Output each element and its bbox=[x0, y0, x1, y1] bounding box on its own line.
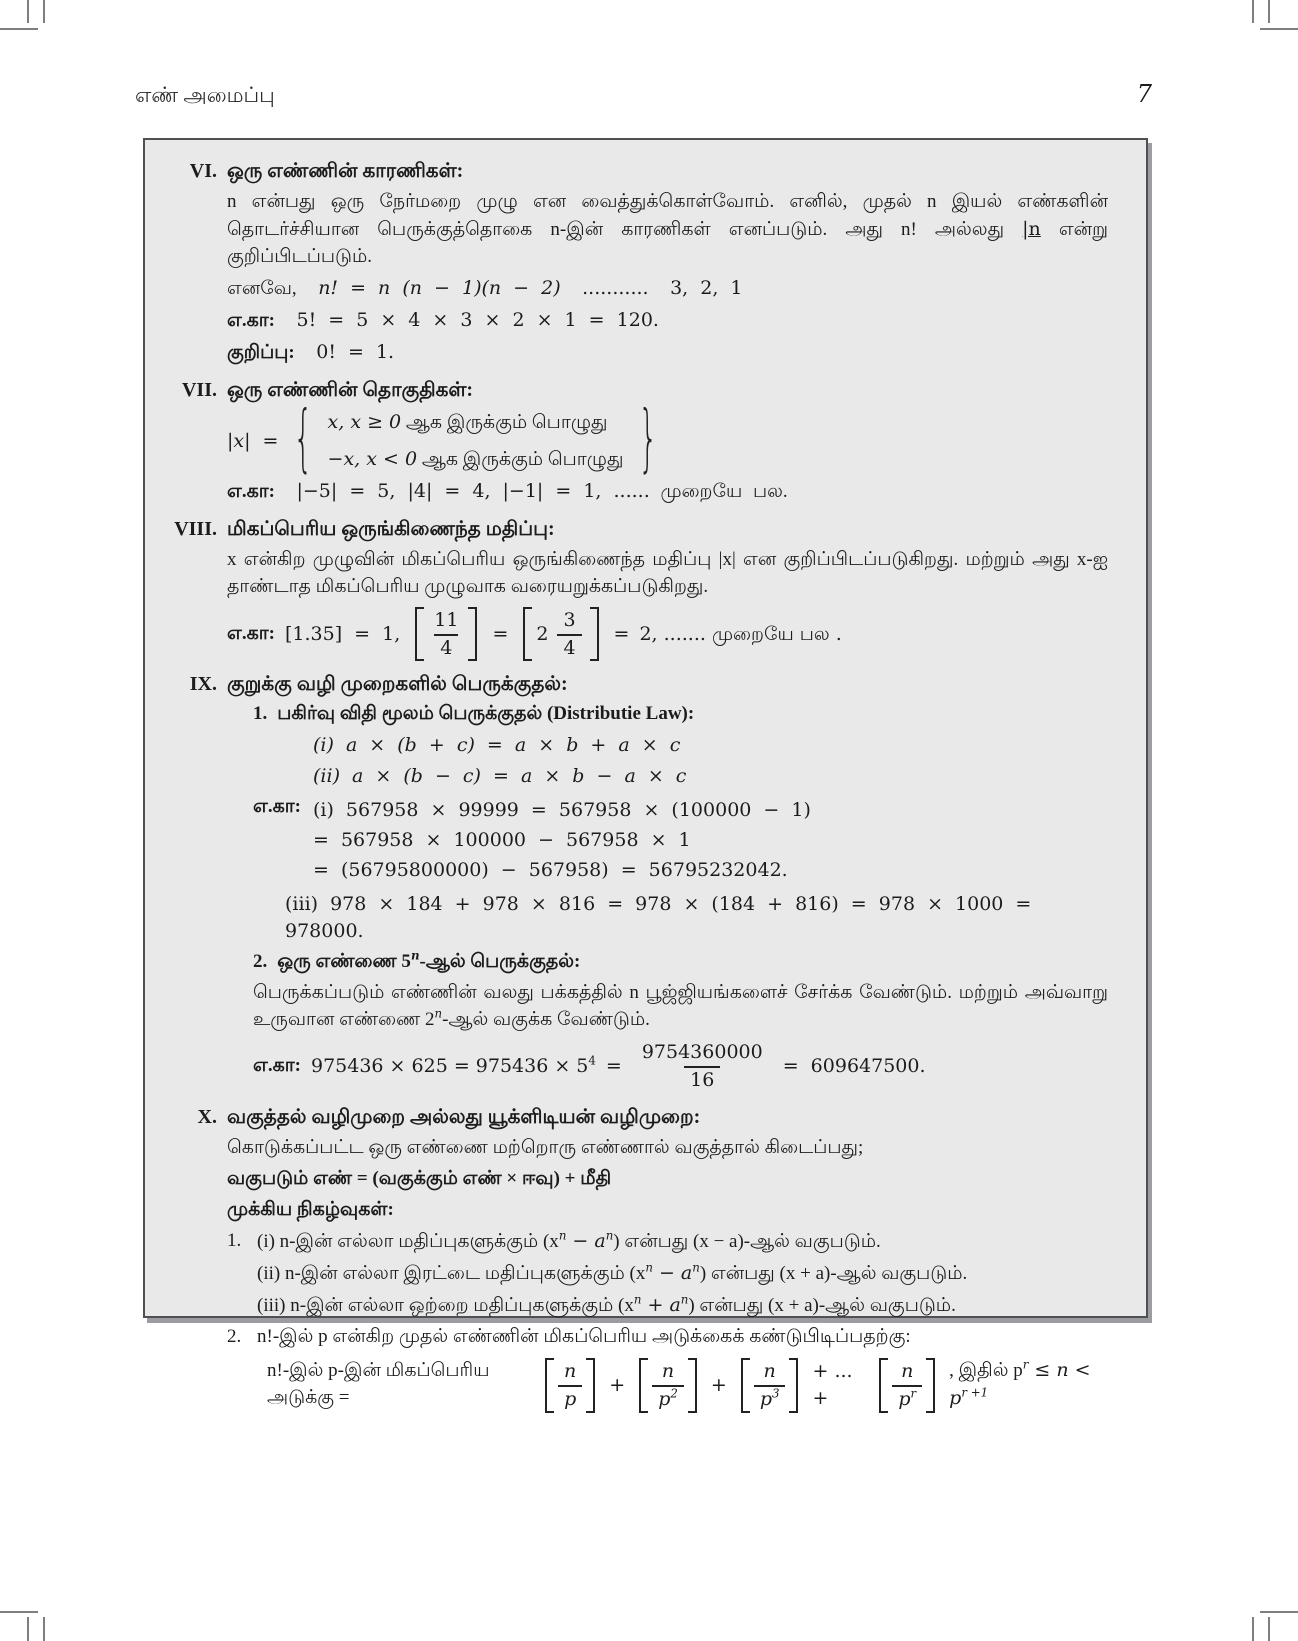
text-run: ) என்பது (x + a)-ஆல் வகுபடும். bbox=[688, 1295, 956, 1317]
superscript-2: 2 bbox=[670, 1386, 678, 1401]
left-bracket bbox=[523, 607, 532, 662]
formula: −x, x < 0 bbox=[327, 447, 418, 470]
section-x bbox=[169, 1103, 1110, 1413]
text-run: n என்பது ஒரு நேர்மறை முழு என வைத்துக்கொள்வோம். எனில், முதல் n இயல் எண்களின் தொடர்ச்சியான பெருக்குத்தொகை n-இன் காரணிகள் எனப்படும். அது n! அல்லது bbox=[227, 191, 1108, 241]
example-block bbox=[253, 794, 1108, 887]
text-run: ) என்பது (x − a)-ஆல் வகுபடும். bbox=[613, 1231, 881, 1253]
crop-mark-bottom-right bbox=[1268, 1617, 1270, 1641]
bracketed-fraction bbox=[741, 1358, 799, 1413]
rule-text bbox=[257, 1260, 967, 1288]
section-vi-heading bbox=[169, 157, 1110, 185]
text-run: ஆக இருக்கும் பொழுது bbox=[421, 448, 624, 470]
fraction bbox=[554, 1358, 586, 1413]
rule-2 bbox=[227, 1324, 1108, 1351]
left-bracket bbox=[639, 1358, 648, 1413]
section-viii bbox=[169, 515, 1110, 662]
denominator bbox=[892, 1385, 922, 1411]
section-ix bbox=[169, 670, 1110, 1094]
text-run: -ஆல் பெருக்குதல்: bbox=[419, 950, 581, 972]
example-step: (i) 567958 × 99999 = 567958 × (100000 − 1) bbox=[312, 798, 811, 821]
mixed-number bbox=[532, 607, 589, 662]
formula: 5! = 5 × 4 × 3 × 2 × 1 = 120. bbox=[296, 309, 659, 332]
integer-part: 2 bbox=[536, 622, 549, 645]
text-run: p bbox=[898, 1387, 911, 1410]
text-run: -ஆல் வகுக்க வேண்டும். bbox=[442, 1008, 650, 1030]
example-line bbox=[227, 478, 1108, 506]
superscript-n: n bbox=[558, 1229, 567, 1244]
fraction bbox=[553, 607, 585, 662]
example-label: எ.கா: bbox=[227, 622, 275, 644]
text-run: p bbox=[658, 1387, 671, 1410]
text-run: (ii) n-இன் எல்லா இரட்டை மதிப்புகளுக்கும் (x bbox=[257, 1263, 646, 1285]
section-number: VI. bbox=[189, 160, 217, 182]
equals-sign: = bbox=[492, 622, 509, 645]
example-steps bbox=[313, 794, 1108, 887]
formula: 2, ....... முறையே பல . bbox=[639, 622, 842, 645]
denominator bbox=[754, 1385, 786, 1411]
right-bracket bbox=[926, 1358, 935, 1413]
superscript-n: n bbox=[633, 1292, 642, 1307]
factorial-expansion-line bbox=[227, 275, 1108, 303]
example-line bbox=[253, 1039, 1108, 1094]
superscript-r-plus-1: r +1 bbox=[961, 1385, 989, 1400]
crop-mark-bottom-right bbox=[1252, 1617, 1254, 1641]
section-ix-heading bbox=[169, 670, 1110, 698]
superscript-n: n bbox=[605, 1229, 614, 1244]
fraction bbox=[648, 1358, 688, 1413]
denominator bbox=[652, 1385, 684, 1411]
plus-dots: + ... + bbox=[812, 1360, 853, 1410]
subsection-heading bbox=[253, 949, 1108, 976]
section-x-body bbox=[227, 1135, 1108, 1413]
paragraph bbox=[253, 980, 1108, 1034]
division-identity: வகுபடும் எண் = (வகுக்கும் எண் × ஈவு) + மீதி bbox=[227, 1168, 612, 1190]
crop-mark-bottom-right bbox=[1260, 1611, 1298, 1613]
superscript-r: r bbox=[1022, 1357, 1029, 1372]
subsection-title: பகிர்வு விதி மூலம் பெருக்குதல் (Distributie Law): bbox=[277, 702, 695, 724]
bracketed-fraction bbox=[879, 1358, 935, 1413]
rule-text bbox=[257, 1228, 881, 1256]
formula: [1.35] = 1, bbox=[284, 622, 401, 645]
section-number: IX. bbox=[189, 673, 217, 696]
numerator: n bbox=[564, 1359, 577, 1382]
paragraph bbox=[227, 189, 1108, 271]
formula bbox=[311, 1053, 596, 1080]
rule-text bbox=[257, 1292, 956, 1320]
formula-lead: n!-இல் p-இன் மிகப்பெரிய அடுக்கு = bbox=[267, 1360, 490, 1409]
superscript-3: 3 bbox=[771, 1386, 780, 1401]
section-title: வகுத்தல் வழிமுறை அல்லது யூக்ளிடியன் வழிமுறை: bbox=[227, 1106, 701, 1129]
right-bracket bbox=[688, 1358, 697, 1413]
formula: n! = n (n − 1)(n − 2) bbox=[318, 277, 561, 300]
formula: 0! = 1. bbox=[316, 341, 395, 364]
numerator: n bbox=[901, 1359, 914, 1382]
section-number: VII. bbox=[181, 379, 217, 402]
formula: = 609647500. bbox=[782, 1055, 926, 1078]
text-run: − a bbox=[566, 1230, 606, 1253]
superscript-n: n bbox=[434, 1006, 443, 1021]
section-ix-body bbox=[227, 701, 1108, 1094]
crop-mark-bottom-left bbox=[0, 1611, 38, 1613]
section-viii-body bbox=[227, 547, 1108, 662]
equals-sign: = bbox=[613, 622, 630, 645]
crop-mark-bottom-left bbox=[43, 1617, 45, 1641]
crop-mark-top-right bbox=[1252, 0, 1254, 23]
section-number: X. bbox=[197, 1106, 217, 1129]
text-run: − a bbox=[652, 1262, 693, 1285]
numerator: n bbox=[763, 1359, 776, 1382]
left-bracket bbox=[545, 1358, 554, 1413]
text-run: (i) n-இன் எல்லா மதிப்புகளுக்கும் (x bbox=[257, 1231, 559, 1253]
fraction bbox=[424, 607, 468, 662]
section-vii-body bbox=[227, 396, 1108, 506]
highest-power-formula bbox=[267, 1357, 1108, 1413]
crop-mark-top-right bbox=[1260, 28, 1298, 30]
text-run: 975436 × 625 = 975436 × 5 bbox=[310, 1055, 589, 1078]
text-run: ஆக இருக்கும் பொழுது bbox=[405, 411, 608, 433]
section-title: குறுக்கு வழி முறைகளில் பெருக்குதல்: bbox=[227, 673, 568, 696]
bracketed-mixed-number bbox=[523, 607, 598, 662]
right-bracket bbox=[789, 1358, 798, 1413]
plus-sign: + bbox=[710, 1373, 727, 1396]
angle-n-notation: |n bbox=[1022, 218, 1041, 241]
text-run: பெருக்கப்படும் எண்ணின் வலது பக்கத்தில் n பூஜ்ஜியங்களைச் சேர்க்க வேண்டும். மற்றும் அவ்வாறு உருவான எண்ணை 2 bbox=[253, 981, 1108, 1030]
bracketed-fraction bbox=[639, 1358, 697, 1413]
subsection-heading bbox=[253, 701, 1108, 728]
example-label: எ.கா: bbox=[253, 1055, 301, 1077]
superscript-r: r bbox=[910, 1386, 917, 1401]
case-line bbox=[328, 409, 624, 437]
example-line bbox=[227, 607, 1108, 662]
right-brace: } bbox=[638, 396, 658, 482]
bracketed-fraction bbox=[415, 607, 477, 662]
section-viii-heading bbox=[169, 515, 1110, 543]
example-step: = (56795800000) − 567958) = 56795232042. bbox=[312, 858, 788, 881]
item-number: 2. bbox=[253, 950, 268, 972]
text-run: + a bbox=[641, 1294, 681, 1317]
text-run: முறையே பல. bbox=[660, 480, 788, 502]
crop-mark-top-right bbox=[1268, 0, 1270, 23]
crop-mark-top-left bbox=[0, 28, 38, 30]
formula-lhs: |x| bbox=[227, 429, 251, 452]
section-vi-body bbox=[227, 189, 1108, 367]
denominator: p bbox=[558, 1385, 582, 1411]
fraction bbox=[888, 1358, 926, 1413]
bracketed-fraction bbox=[545, 1358, 595, 1413]
rule-1-ii bbox=[227, 1260, 1108, 1288]
page-header bbox=[135, 80, 1152, 110]
distributive-law-2: (ii) a × (b − c) = a × b − a × c bbox=[313, 764, 687, 787]
example-label: எ.கா: bbox=[227, 310, 275, 332]
equals-sign: = bbox=[262, 429, 279, 452]
item-number: 1. bbox=[253, 702, 268, 724]
crop-mark-top-left bbox=[27, 0, 29, 23]
rule-text: n!-இல் p என்கிற முதல் எண்ணின் மிகப்பெரிய அடுக்கைக் கண்டுபிடிப்பதற்கு: bbox=[257, 1326, 911, 1348]
section-vi bbox=[169, 157, 1110, 367]
item-number: 2. bbox=[227, 1326, 242, 1348]
crop-mark-top-left bbox=[43, 0, 45, 23]
subsection-title bbox=[277, 949, 580, 976]
plus-sign: + bbox=[609, 1373, 626, 1396]
superscript-n: n bbox=[410, 948, 420, 963]
dots: ........... bbox=[582, 277, 649, 300]
text-run: என்று குறிப்பிடப்படும். bbox=[227, 219, 1108, 268]
section-title: ஒரு எண்ணின் காரணிகள்: bbox=[227, 160, 464, 182]
numerator: 9754360000 bbox=[641, 1041, 763, 1064]
text-run: எனவே, bbox=[227, 278, 297, 300]
subsection-2 bbox=[253, 949, 1108, 1095]
superscript-n: n bbox=[692, 1261, 700, 1275]
superscript-4: 4 bbox=[588, 1053, 596, 1068]
example-line bbox=[227, 307, 1108, 335]
example-iii: (iii) 978 × 184 + 978 × 816 = 978 × (184 + 816) = 978 × 1000 = 978000. bbox=[285, 892, 1032, 942]
superscript-n: n bbox=[645, 1261, 653, 1275]
modulus-definition bbox=[227, 396, 1108, 482]
crop-mark-bottom-left bbox=[27, 1617, 29, 1641]
case-line bbox=[328, 446, 624, 474]
section-x-heading bbox=[169, 1103, 1110, 1131]
example-step: = 567958 × 100000 − 567958 × 1 bbox=[312, 828, 691, 851]
left-bracket bbox=[879, 1358, 888, 1413]
fraction bbox=[632, 1039, 773, 1094]
right-bracket bbox=[590, 607, 599, 662]
denominator: 4 bbox=[434, 634, 458, 660]
text-run: (iii) n-இன் எல்லா ஒற்றை மதிப்புகளுக்கும் (x bbox=[257, 1295, 634, 1317]
formula: 3, 2, 1 bbox=[670, 277, 743, 300]
numerator: 11 bbox=[434, 608, 459, 631]
example-label: எ.கா: bbox=[227, 480, 275, 502]
note-label: குறிப்பு: bbox=[227, 342, 295, 364]
equals-sign: = bbox=[605, 1055, 622, 1078]
item-number: 1. bbox=[227, 1230, 242, 1252]
denominator: 16 bbox=[684, 1066, 720, 1092]
content-box bbox=[143, 138, 1148, 1410]
numerator: 3 bbox=[563, 608, 576, 631]
rule-1-iii bbox=[227, 1292, 1108, 1320]
section-title: மிகப்பெரிய ஒருங்கிணைந்த மதிப்பு: bbox=[227, 517, 555, 540]
note-line bbox=[227, 339, 1108, 367]
text-run: ) என்பது (x + a)-ஆல் வகுபடும். bbox=[699, 1263, 968, 1285]
formula: |−5| = 5, |4| = 4, |−1| = 1, ...... bbox=[296, 479, 650, 502]
example-label: எ.கா: bbox=[253, 795, 301, 817]
text-run: ≤ n < p bbox=[949, 1359, 1091, 1410]
paragraph: கொடுக்கப்பட்ட ஒரு எண்ணை மற்றொரு எண்ணால் வகுத்தால் கிடைப்பது; bbox=[227, 1137, 864, 1159]
numerator: n bbox=[661, 1359, 675, 1382]
important-cases-label: முக்கிய நிகழ்வுகள்: bbox=[227, 1199, 394, 1221]
section-title: ஒரு எண்ணின் தொகுதிகள்: bbox=[227, 379, 474, 402]
paragraph: x என்கிற முழுவின் மிகப்பெரிய ஒருங்கிணைந்த மதிப்பு |x| என குறிப்பிடப்படுகிறது. மற்றும் அது x-ஐ தாண்டாத மிகப்பெரிய முழுவாக வரையறுக்கப்படுகிறது. bbox=[227, 548, 1108, 597]
running-title: எண் அமைப்பு bbox=[135, 83, 275, 107]
right-bracket bbox=[586, 1358, 595, 1413]
superscript-n: n bbox=[680, 1292, 689, 1307]
text-run: p bbox=[759, 1387, 772, 1410]
text-run: ஒரு எண்ணை 5 bbox=[277, 950, 411, 972]
page-number: 7 bbox=[1136, 80, 1152, 108]
formula: x, x ≥ 0 bbox=[327, 410, 402, 433]
formula-tail bbox=[949, 1357, 1108, 1413]
fraction bbox=[750, 1358, 790, 1413]
case-list bbox=[328, 409, 624, 474]
rule-1-i bbox=[227, 1228, 1108, 1256]
subsection-1 bbox=[253, 701, 1108, 945]
left-bracket bbox=[741, 1358, 750, 1413]
right-bracket bbox=[468, 607, 477, 662]
section-vii bbox=[169, 376, 1110, 505]
denominator: 4 bbox=[557, 634, 581, 660]
distributive-law-1: (i) a × (b + c) = a × b + a × c bbox=[313, 733, 681, 756]
section-number: VIII. bbox=[174, 517, 217, 540]
left-bracket bbox=[415, 607, 424, 662]
text-run: , இதில் p bbox=[949, 1360, 1023, 1382]
left-brace: { bbox=[293, 396, 313, 482]
